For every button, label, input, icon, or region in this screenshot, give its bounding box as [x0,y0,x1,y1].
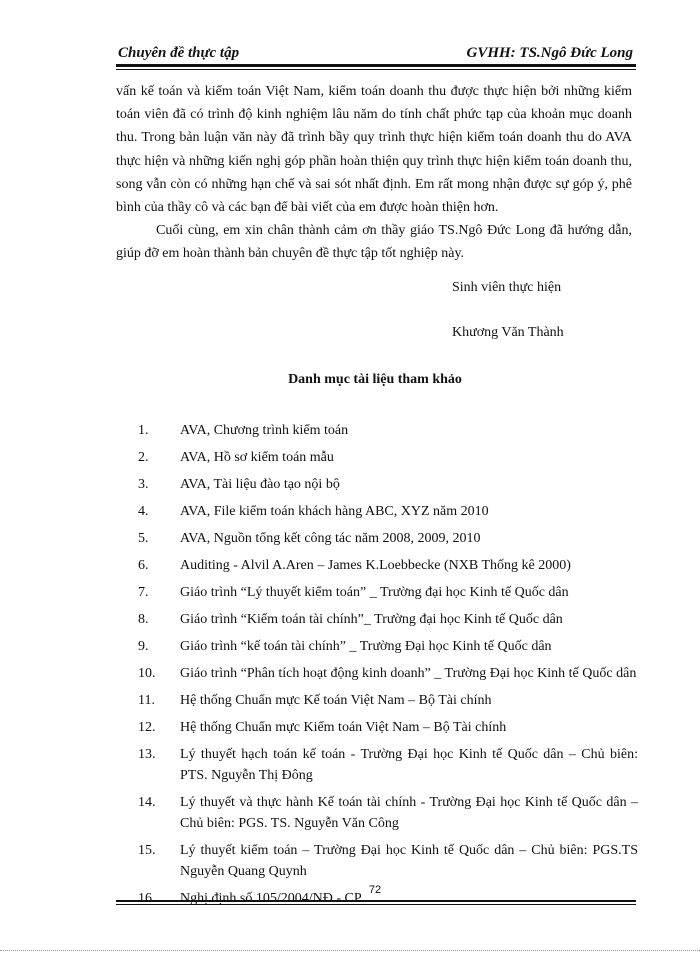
reference-item [138,663,638,684]
reference-number: 6. [138,558,149,573]
reference-item [138,636,638,657]
reference-number: 9. [138,639,149,654]
references-heading: Danh mục tài liệu tham khảo [288,372,462,387]
footer-rule-thick [116,900,636,902]
paragraph-conclusion: vấn kế toán và kiểm toán Việt Nam, kiểm toán doanh thu được thực hiện bởi những kiểm toán viên đã có trình độ kinh nghiệm lâu năm do tính chất phức tạp của khoản mục doanh thu. Trong bản luận văn này đã trình bầy quy trình thực hiện kiểm toán doanh thu do AVA thực hiện và những kiến nghị góp phần hoàn thiện quy trình thực hiện kiểm toán doanh thu, song vẫn còn có những hạn chế và sai sót nhất định. Em rất mong nhận được sự góp ý, phê bình của thầy cô và các bạn để bài viết của em được hoàn thiện hơn. [116,84,632,216]
reference-item [138,501,638,522]
reference-text: AVA, Nguồn tổng kết công tác năm 2008, 2009, 2010 [180,531,481,546]
reference-item [138,609,638,630]
reference-text: AVA, Chương trình kiểm toán [180,423,349,438]
reference-item [138,447,638,468]
reference-item [138,744,638,786]
references-list [138,420,638,915]
reference-text: Auditing - Alvil A.Aren – James K.Loebbecke (NXB Thống kê 2000) [180,558,571,573]
reference-number: 3. [138,477,149,492]
page-number: 72 [368,884,382,896]
reference-item [138,474,638,495]
reference-item [138,690,638,711]
header-rule-thin [116,69,636,70]
reference-number: 12. [138,720,156,735]
reference-text: AVA, File kiểm toán khách hàng ABC, XYZ năm 2010 [180,504,489,519]
reference-text: Giáo trình “Phân tích hoạt động kinh doanh” _ Trường Đại học Kinh tế Quốc dân [180,666,637,681]
reference-item [138,717,638,738]
reference-item [138,792,638,834]
reference-text: Lý thuyết và thực hành Kế toán tài chính - Trường Đại học Kinh tế Quốc dân – Chủ biên: PGS. TS. Nguyễn Văn Công [180,795,638,831]
reference-item [138,555,638,576]
page-header [118,38,633,62]
paragraph-thanks: Cuối cùng, em xin chân thành cảm ơn thầy giáo TS.Ngô Đức Long đã hướng dẫn, giúp đỡ em hoàn thành bản chuyên đề thực tập tốt nghiệp này. [116,223,632,262]
reference-text: Nghị định số 105/2004/NĐ - CP [180,891,362,906]
reference-number: 11. [138,693,155,708]
reference-text: AVA, Hồ sơ kiểm toán mẫu [180,450,334,465]
body-text [116,80,632,266]
reference-number: 1. [138,423,149,438]
reference-number: 2. [138,450,149,465]
reference-item [138,420,638,441]
reference-number: 14. [138,795,156,810]
reference-text: Giáo trình “Kiểm toán tài chính”_ Trường đại học Kinh tế Quốc dân [180,612,563,627]
footer-rule-thin [116,904,636,905]
reference-number: 5. [138,531,149,546]
signature-name: Khương Văn Thành [452,325,564,340]
header-supervisor: GVHH: TS.Ngô Đức Long [466,45,633,61]
reference-number: 15. [138,843,156,858]
reference-text: Lý thuyết kiểm toán – Trường Đại học Kinh tế Quốc dân – Chủ biên: PGS.TS Nguyễn Quang Quynh [180,843,638,879]
header-rule-thick [116,64,636,67]
reference-text: AVA, Tài liệu đào tạo nội bộ [180,477,340,492]
reference-text: Giáo trình “kế toán tài chính” _ Trường Đại học Kinh tế Quốc dân [180,639,552,654]
page-bottom-dotted-edge [0,950,700,951]
reference-number: 8. [138,612,149,627]
reference-number: 13. [138,747,156,762]
header-title: Chuyên đề thực tập [118,45,240,61]
reference-text: Giáo trình “Lý thuyết kiểm toán” _ Trường đại học Kinh tế Quốc dân [180,585,569,600]
signature-role: Sinh viên thực hiện [452,280,562,295]
reference-text: Hệ thống Chuẩn mực Kiểm toán Việt Nam – Bộ Tài chính [180,720,507,735]
reference-number: 16. [138,891,156,906]
reference-item [138,528,638,549]
reference-number: 10. [138,666,156,681]
reference-item [138,582,638,603]
reference-number: 7. [138,585,149,600]
reference-text: Hệ thống Chuẩn mực Kế toán Việt Nam – Bộ Tài chính [180,693,492,708]
reference-text: Lý thuyết hạch toán kế toán - Trường Đại học Kinh tế Quốc dân – Chủ biên: PTS. Nguyễn Thị Đông [180,747,638,783]
reference-number: 4. [138,504,149,519]
reference-item [138,840,638,882]
